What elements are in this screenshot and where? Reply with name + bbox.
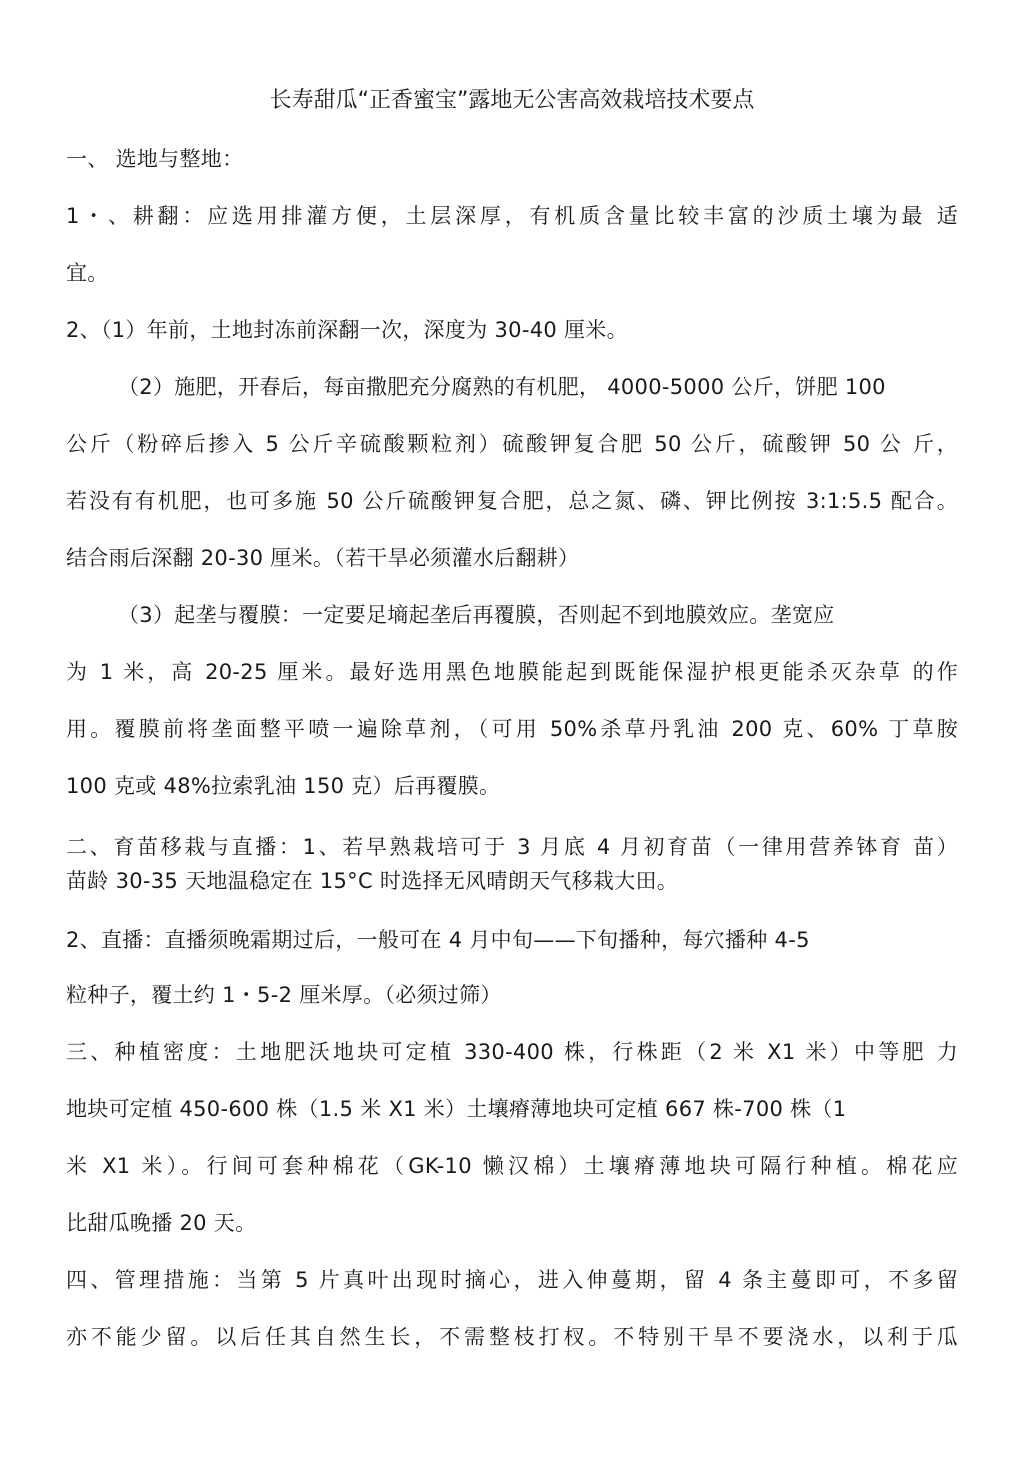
paragraph-line: 2、直播：直播须晚霜期过后，一般可在 4 月中旬——下旬播种，每穴播种 4-5 [66, 928, 810, 952]
paragraph-line: 米 X1 米）。行间可套种棉花（GK-10 懒汉棉）土壤瘠薄地块可隔行种植。棉花应 [66, 1154, 958, 1178]
paragraph-line: 亦不能少留。以后任其自然生长，不需整枝打杈。不特别干旱不要浇水，以利于瓜 [66, 1325, 958, 1349]
paragraph-line: 1・、耕翻：应选用排灌方便，土层深厚，有机质含量比较丰富的沙质土壤为最 适 [66, 204, 958, 228]
paragraph-line: 粒种子，覆土约 1・5-2 厘米厚。（必须过筛） [66, 983, 502, 1007]
paragraph-line: 苗龄 30-35 天地温稳定在 15°C 时选择无风晴朗天气移栽大田。 [66, 869, 679, 893]
section-heading-3: 三、种植密度：土地肥沃地块可定植 330-400 株，行株距（2 米 X1 米）中等肥 力 [66, 1040, 958, 1064]
paragraph-line: 为 1 米，高 20-25 厘米。最好选用黑色地膜能起到既能保湿护根更能杀灭杂草 的作 [66, 660, 958, 684]
paragraph-line: 地块可定植 450-600 株（1.5 米 X1 米）土壤瘠薄地块可定植 667 株-700 株（1 [66, 1097, 847, 1121]
paragraph-line: 2、（1）年前，土地封冻前深翻一次，深度为 30-40 厘米。 [66, 318, 628, 342]
paragraph-line: 用。覆膜前将垄面整平喷一遍除草剂，（可用 50%杀草丹乳油 200 克、60% 丁草胺 [66, 717, 958, 741]
paragraph-line: 100 克或 48%拉索乳油 150 克）后再覆膜。 [66, 774, 501, 798]
paragraph-line: （3）起垄与覆膜：一定要足墒起垄后再覆膜，否则起不到地膜效应。垄宽应 [118, 603, 835, 627]
section-heading-2: 二、育苗移栽与直播：1、若早熟栽培可于 3 月底 4 月初育苗（一律用营养钵育 苗） [66, 835, 958, 859]
paragraph-line: （2）施肥，开春后，每亩撒肥充分腐熟的有机肥， 4000-5000 公斤，饼肥 100 [118, 375, 886, 399]
paragraph-line: 宜。 [66, 261, 109, 285]
section-heading-1: 一、 选地与整地： [66, 147, 244, 171]
paragraph-line: 若没有有机肥，也可多施 50 公斤硫酸钾复合肥，总之氮、磷、钾比例按 3:1:5.5 配合。 [66, 489, 958, 513]
document-title: 长寿甜瓜“正香蜜宝”露地无公害高效栽培技术要点 [269, 88, 755, 113]
paragraph-line: 结合雨后深翻 20-30 厘米。（若干旱必须灌水后翻耕） [66, 546, 580, 570]
section-heading-4: 四、管理措施：当第 5 片真叶出现时摘心，进入伸蔓期，留 4 条主蔓即可，不多留 [66, 1268, 958, 1292]
paragraph-line: 比甜瓜晚播 20 天。 [66, 1211, 257, 1235]
paragraph-line: 公斤（粉碎后掺入 5 公斤辛硫酸颗粒剂）硫酸钾复合肥 50 公斤，硫酸钾 50 公 斤， [66, 432, 958, 456]
